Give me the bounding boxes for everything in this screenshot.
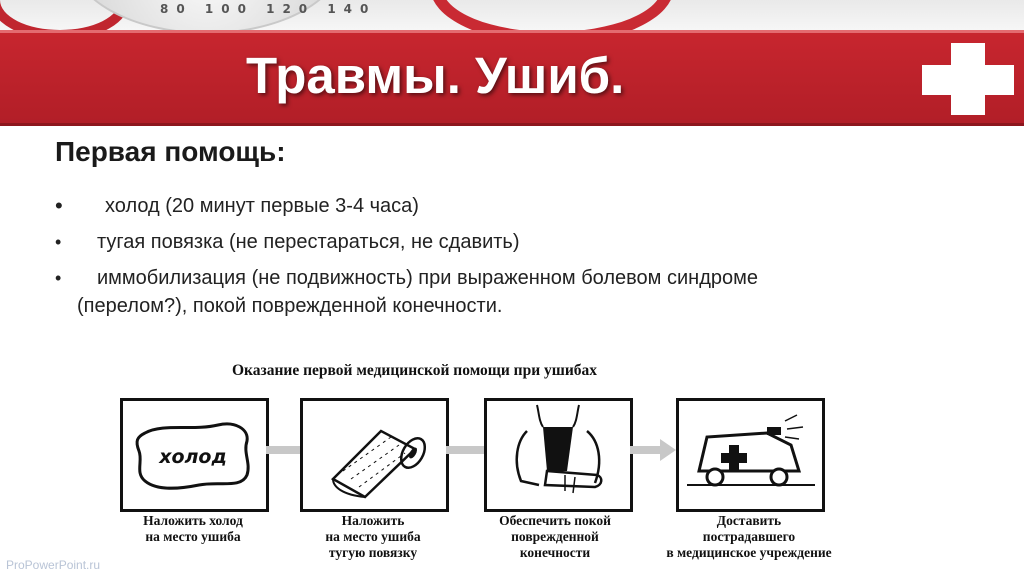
bullet-text-line1: иммобилизация (не подвижность) при выраженном болевом синдроме xyxy=(97,267,758,289)
cold-pack-label: холод xyxy=(159,446,227,468)
header-decoration xyxy=(0,0,1024,30)
bullet-text: тугая повязка (не перестараться, не сдавить) xyxy=(97,231,520,253)
list-item xyxy=(55,264,955,320)
tube-decoration-right xyxy=(430,0,674,30)
section-heading: Первая помощь: xyxy=(55,136,286,167)
step-caption: Доставить пострадавшего в медицинское учреждение xyxy=(666,513,832,560)
step-caption: Наложить холод на место ушиба xyxy=(143,513,243,544)
bullet-text: холод (20 минут первые 3-4 часа) xyxy=(105,195,419,217)
list-item xyxy=(55,192,955,220)
bullet-list xyxy=(55,192,955,320)
slide-title: Травмы. Ушиб. xyxy=(246,47,625,104)
title-bar xyxy=(0,30,1024,126)
arrow-icon xyxy=(266,437,300,463)
diagram-title: Оказание первой медицинской помощи при ушибах xyxy=(232,362,598,379)
step-caption: Обеспечить покой поврежденной конечности xyxy=(499,513,611,560)
list-item xyxy=(55,228,955,256)
arrow-icon xyxy=(446,437,484,463)
ambulance-icon xyxy=(676,398,825,512)
medical-cross-icon xyxy=(922,43,1014,115)
bullet-marker: • xyxy=(55,268,62,288)
bullet-marker: • xyxy=(55,232,62,252)
watermark: ProPowerPoint.ru xyxy=(6,558,101,572)
bandage-roll-icon xyxy=(300,398,449,512)
arrow-icon xyxy=(630,437,676,463)
step-caption: Наложить на место ушиба тугую повязку xyxy=(325,513,421,560)
gauge-numbers: 80 100 120 140 xyxy=(160,2,377,16)
bullet-text-line2: (перелом?), покой поврежденной конечности. xyxy=(77,295,503,317)
bullet-marker: • xyxy=(55,193,63,218)
arm-sling-icon xyxy=(484,398,633,512)
cold-pack-icon xyxy=(120,398,269,512)
